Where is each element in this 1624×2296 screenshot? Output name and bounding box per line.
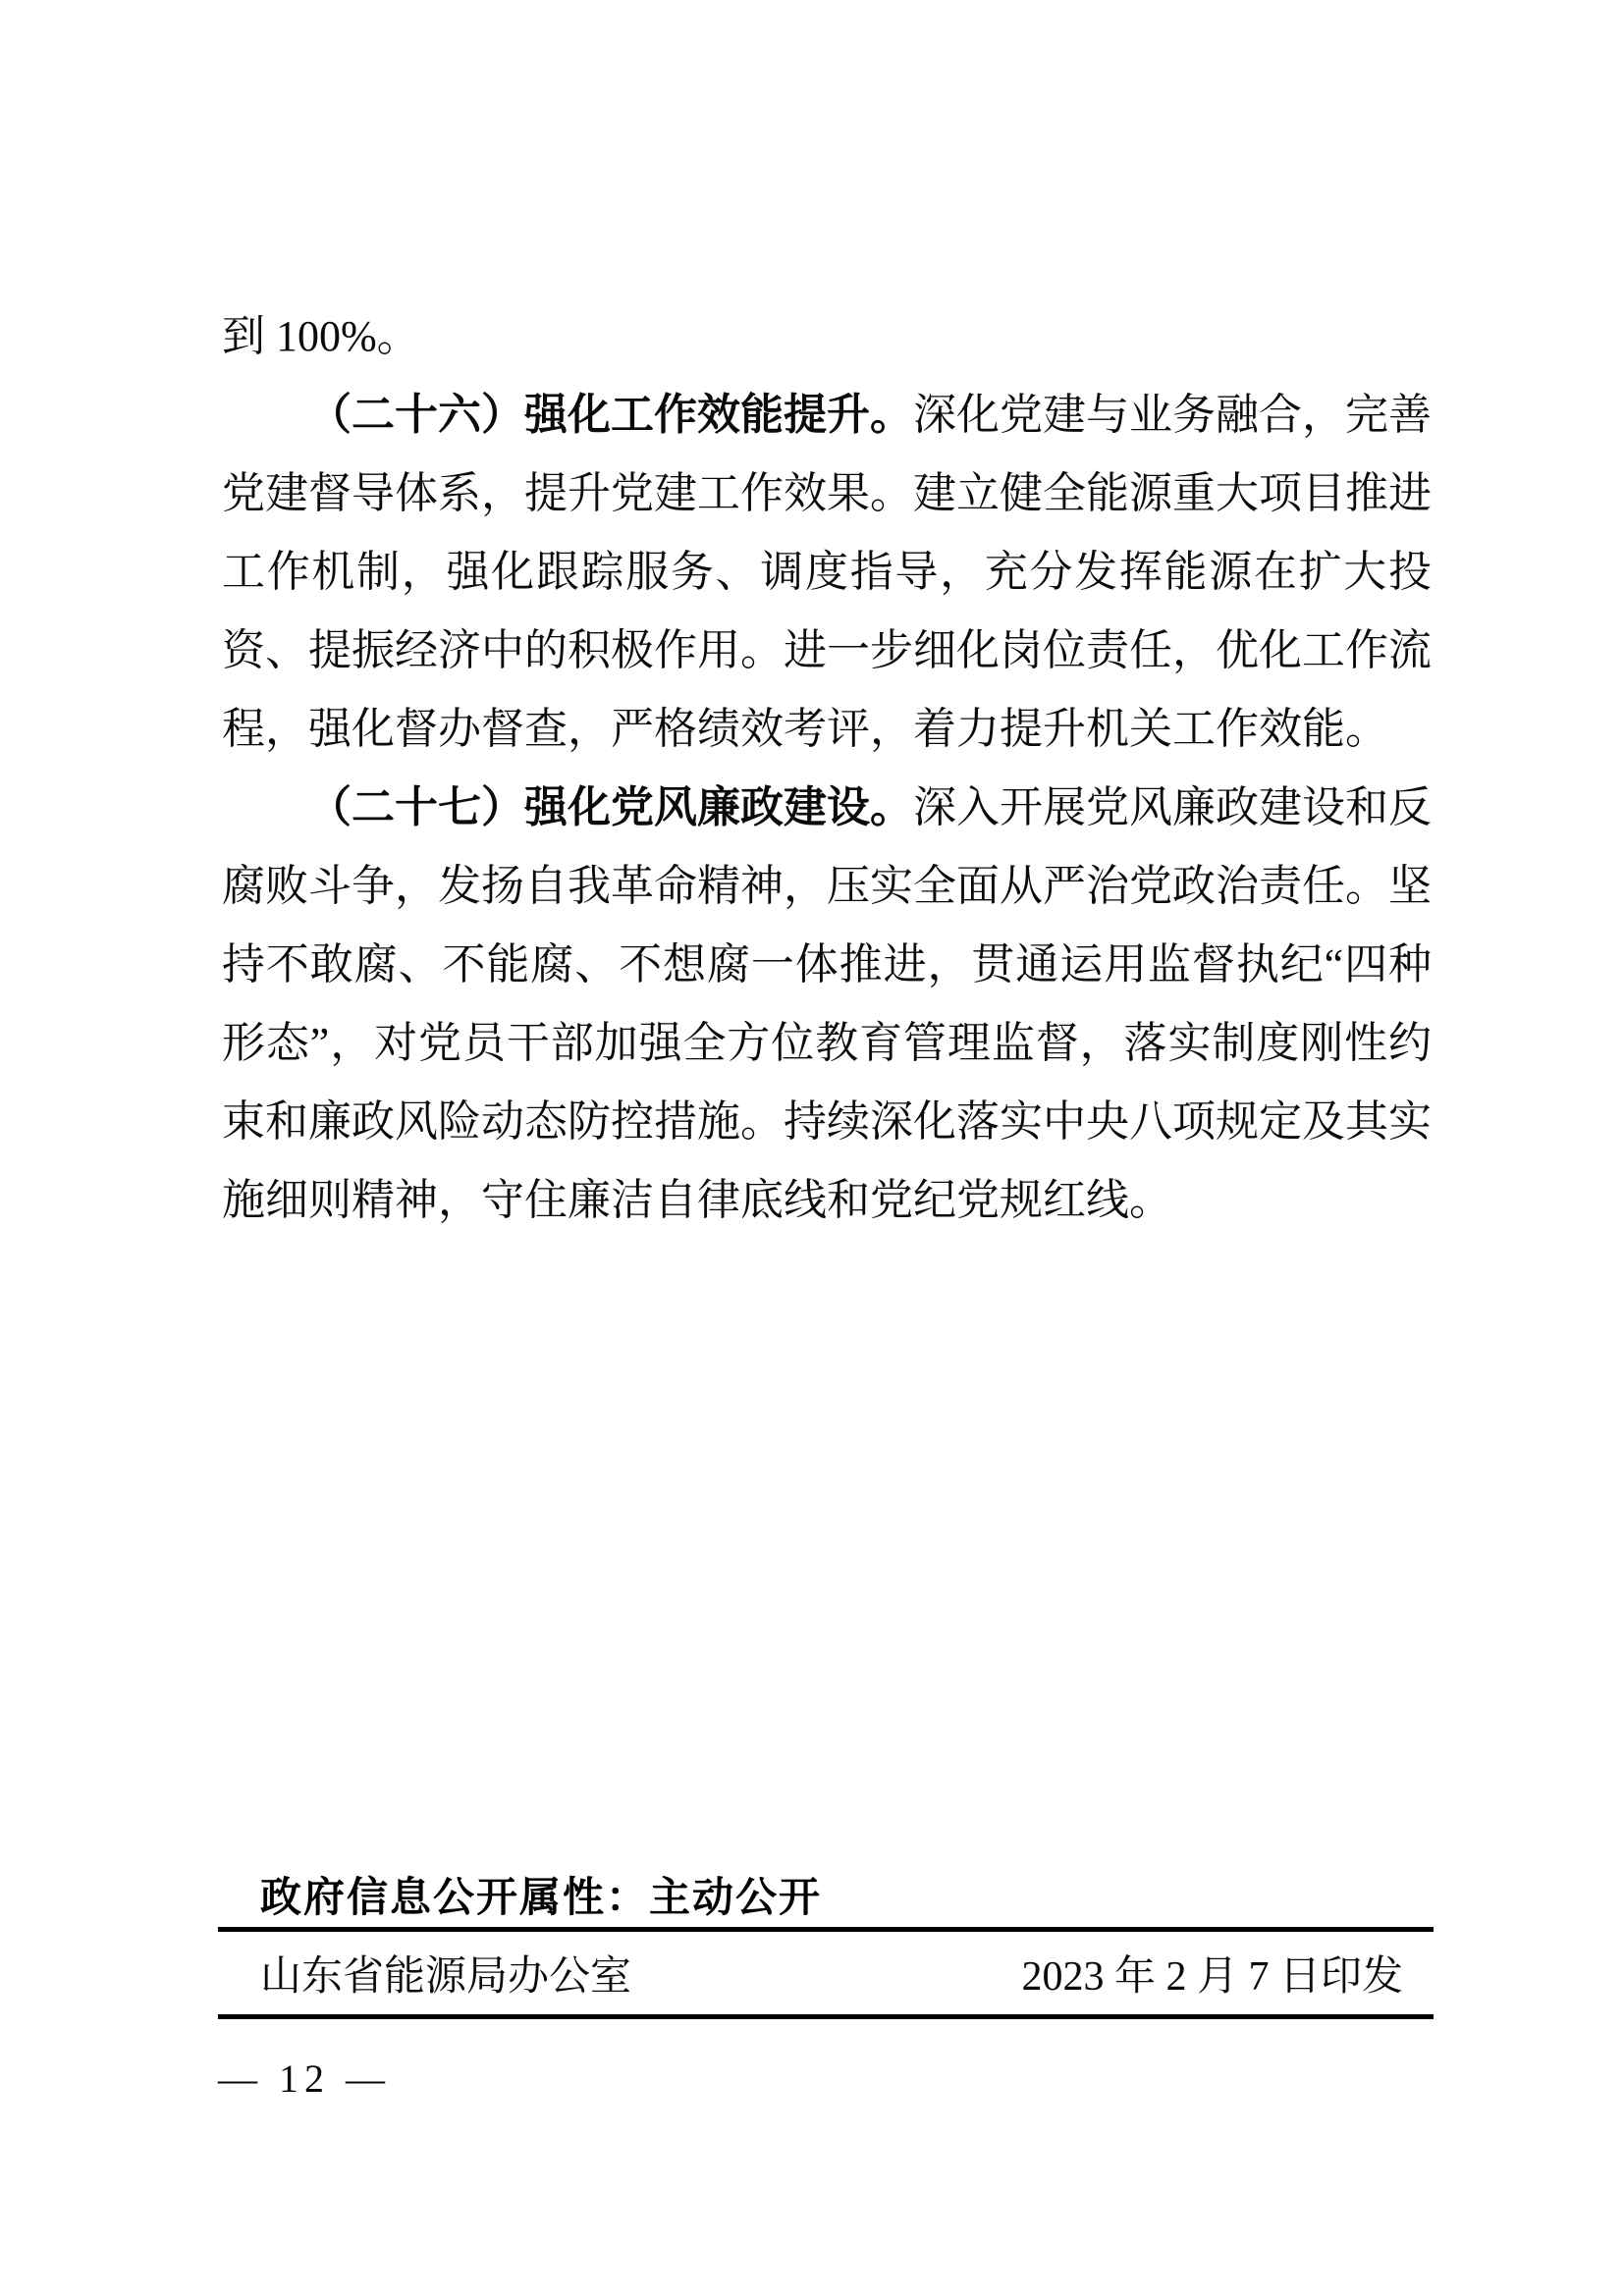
paragraph-item-27 (222, 769, 1432, 1240)
paragraph-text: 深化党建与业务融合，完善党建督导体系，提升党建工作效果。建立健全能源重大项目推进工作机制，强化跟踪服务、调度指导，充分发挥能源在扩大投资、提振经济中的积极作用。进一步细化岗位责任，优化工作流程，强化督办督查，严格绩效考评，着力提升机关工作效能。 (222, 391, 1432, 753)
document-body (222, 297, 1432, 1240)
footer-rule-top (218, 1927, 1434, 1932)
paragraph-text: 深入开展党风廉政建设和反腐败斗争，发扬自我革命精神，压实全面从严治党政治责任。坚持不敢腐、不能腐、不想腐一体推进，贯通运用监督执纪“四种形态”，对党员干部加强全方位教育管理监督，落实制度刚性约束和廉政风险动态防控措施。持续深化落实中央八项规定及其实施细则精神，守住廉洁自律底线和党纪党规红线。 (222, 783, 1432, 1224)
disclosure-attribute-label: 政府信息公开属性：主动公开 (260, 1874, 823, 1920)
paragraph-item-26 (222, 376, 1432, 769)
paragraph-heading: （二十六）强化工作效能提升。 (308, 391, 913, 439)
paragraph-heading: （二十七）强化党风廉政建设。 (308, 783, 913, 831)
paragraph-text: 到 100%。 (222, 312, 420, 360)
footer-rule-bottom (218, 2014, 1434, 2019)
paragraph-continuation (222, 297, 1432, 376)
issuing-office: 山东省能源局办公室 (260, 1954, 632, 2000)
print-date: 2023 年 2 月 7 日印发 (1021, 1954, 1403, 2000)
issuer-row (260, 1951, 1403, 2002)
page-number: — 12 — (218, 2056, 391, 2101)
